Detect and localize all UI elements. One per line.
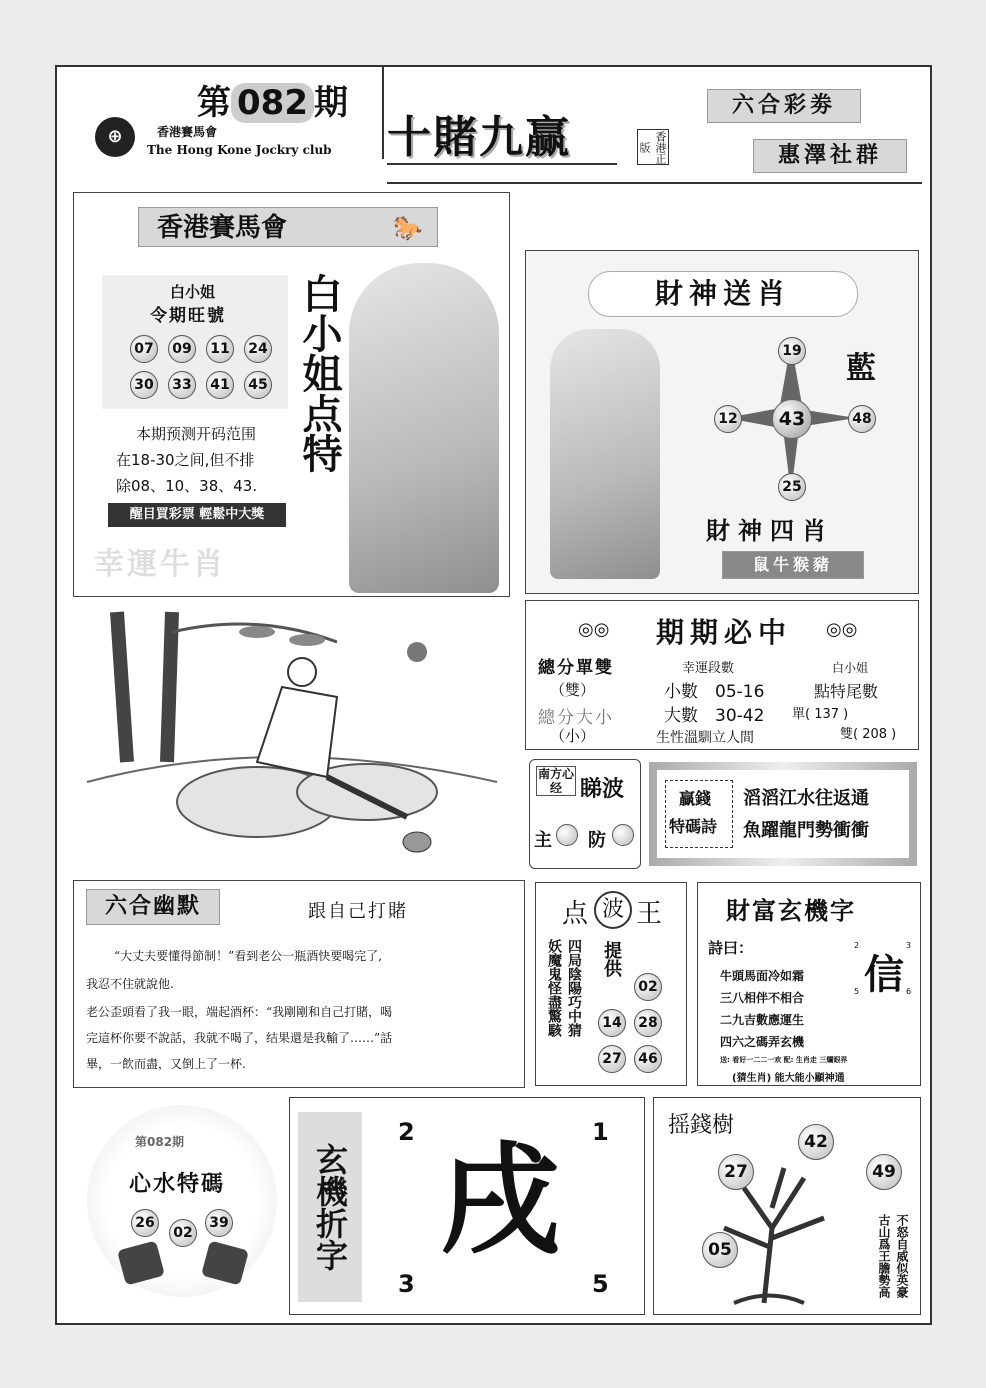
- dice-icon-right: [201, 1240, 249, 1285]
- money-tree-icon: [684, 1138, 864, 1308]
- horse-icon: 🐎: [393, 214, 423, 242]
- qiqi-r3c1: 總分大小: [538, 708, 614, 728]
- caishen-title: 財神送肖: [588, 271, 858, 317]
- dianbo-ball: 27: [598, 1045, 626, 1073]
- caishen-figure: [550, 329, 660, 579]
- issue-number: 082: [231, 83, 314, 123]
- header-rule: [387, 182, 922, 184]
- zhu-ball: [556, 824, 578, 846]
- caishen-panel: [525, 250, 919, 594]
- humor-p5: 畢，一飲而盡，又倒上了一杯.: [86, 1057, 246, 1071]
- nanfang-zhu: 主: [534, 830, 552, 851]
- xinshui-issue: 第082期: [135, 1135, 185, 1149]
- lucky-ball: 11: [206, 335, 234, 363]
- tag-huize: 惠澤社群: [753, 139, 907, 173]
- xuanji-n3: 3: [398, 1270, 415, 1298]
- dianbo-ball: 14: [598, 1009, 626, 1037]
- caifu-line4: 四六之碼弄玄機: [720, 1035, 805, 1049]
- dianbo-col1: 四局陰陽巧中猜: [566, 939, 582, 1037]
- caishen-caption: 財神四肖: [706, 516, 834, 545]
- caifu-c5: 5: [854, 987, 860, 996]
- lucky-ball: 30: [130, 371, 158, 399]
- caishen-left-ball: 12: [714, 405, 742, 433]
- qiqi-r2c2: 小數 05-16: [664, 682, 765, 702]
- qiqi-r3c3: 單( 137 ): [792, 707, 849, 722]
- predict-line3: 除08、10、38、43.: [116, 477, 258, 495]
- scholar-drawing: [77, 602, 517, 867]
- hkjc-banner-text: 香港賽馬會: [157, 213, 288, 243]
- predict-line2: 在18-30之间,但不排: [116, 451, 255, 469]
- caifu-c3: 3: [906, 941, 912, 950]
- caishen-color: 藍: [846, 351, 876, 386]
- issue-prefix: 第: [197, 83, 231, 123]
- caifu-c2: 2: [854, 941, 860, 950]
- luck-watermark: 幸運牛肖: [94, 547, 226, 582]
- issue-label: [197, 75, 348, 124]
- hkjc-logo-icon: ⊕: [95, 117, 135, 157]
- yaoqian-panel: [653, 1097, 921, 1315]
- issue-suffix: 期: [313, 83, 348, 123]
- dianbo-title-c: 王: [636, 899, 663, 929]
- miss-bai-panel: [73, 192, 510, 597]
- xinshui-title: 心水特碼: [129, 1171, 226, 1197]
- dianbo-ball: 02: [634, 973, 662, 1001]
- caifu-note: 送: 看好一二二一欢 配: 生肖走 三爛眼界: [720, 1056, 848, 1064]
- card-title1: 白小姐: [170, 283, 216, 301]
- xinshui-ball: 26: [131, 1209, 159, 1237]
- dianbo-col2: 妖魔鬼怪盡驚駭: [546, 939, 562, 1037]
- lucky-ball: 45: [244, 371, 272, 399]
- poem-line1: 滔滔江水往返通: [743, 788, 869, 809]
- hkjc-banner: [138, 207, 438, 247]
- xuanji-label: 玄機折字: [298, 1112, 362, 1302]
- caifu-title: 財富玄機字: [726, 896, 856, 925]
- xuanji-panel: [289, 1097, 645, 1315]
- miss-bai-vertical-title: 白小姐点特: [296, 273, 343, 473]
- nanfang-panel: [529, 759, 641, 869]
- lucky-ball: 41: [206, 371, 234, 399]
- poem-line2: 魚躍龍門勢衝衝: [743, 820, 869, 841]
- humor-p2: 我忍不住就說他.: [86, 977, 174, 991]
- disc-icon-left: ◎◎: [578, 619, 610, 640]
- caishen-center-ball: 43: [772, 399, 812, 439]
- dianbo-title-b: 波: [594, 891, 632, 929]
- dianbo-tigong: 提供: [601, 941, 622, 977]
- lucky-ball: 07: [130, 335, 158, 363]
- scholar-illustration: [77, 602, 517, 867]
- xuanji-n5: 5: [592, 1270, 609, 1298]
- header-left: [57, 67, 384, 159]
- caishen-top-ball: 19: [778, 337, 806, 365]
- caifu-line2: 三八相伴不相合: [720, 991, 805, 1005]
- slogan-bar: 醒目買彩票 輕鬆中大獎: [108, 503, 286, 527]
- qiqi-r4c3: 雙( 208 ): [840, 727, 897, 742]
- predict-line1: 本期预测开码范围: [136, 425, 257, 443]
- qiqi-r1c2: 幸運段數: [682, 661, 735, 676]
- xuanji-n1: 1: [592, 1118, 609, 1146]
- caifu-shi: 詩曰：: [708, 939, 754, 957]
- qiqi-r4c2: 生性溫馴立人間: [656, 730, 754, 746]
- humor-panel: [73, 880, 525, 1088]
- club-en: The Hong Kone Jockry club: [147, 143, 332, 157]
- humor-title: 跟自己打賭: [308, 901, 408, 922]
- humor-badge: 六合幽默: [86, 889, 220, 925]
- qiqi-r1c1: 總分單雙: [538, 658, 614, 678]
- disc-icon-right: ◎◎: [826, 619, 858, 640]
- caifu-panel: [697, 882, 921, 1086]
- caishen-zodiac: 鼠牛猴豬: [722, 551, 864, 579]
- caishen-bottom-ball: 25: [778, 473, 806, 501]
- humor-p3: 老公歪頭看了我一眼，端起酒杯：“我剛剛和自己打賭，喝: [86, 1005, 393, 1019]
- caifu-big-char: 信: [864, 951, 904, 998]
- xinshui-ball: 02: [169, 1219, 197, 1247]
- xinshui-panel: [87, 1105, 277, 1297]
- lucky-ball: 09: [168, 335, 196, 363]
- main-title: 十賭九赢: [387, 112, 571, 163]
- model-photo: [349, 263, 499, 593]
- humor-p4: 完這杯你要不說話，我就不喝了，结果還是我輸了……”話: [86, 1031, 393, 1045]
- yaoqian-ball: 49: [866, 1154, 902, 1190]
- caifu-line3: 二九吉數應運生: [720, 1013, 805, 1027]
- qiqi-panel: [525, 600, 919, 750]
- caifu-answer: (猜生肖) 能大能小顯神通: [732, 1073, 845, 1084]
- dice-icon-left: [117, 1240, 165, 1285]
- poem-inner: [657, 770, 909, 858]
- dianbo-panel: [535, 882, 687, 1086]
- caishen-right-ball: 48: [848, 405, 876, 433]
- yaoqian-ball: 27: [718, 1154, 754, 1190]
- yaoqian-ball: 42: [798, 1124, 834, 1160]
- qiqi-r4c1: （小）: [550, 727, 596, 745]
- qiqi-r1c3: 白小姐: [832, 661, 869, 675]
- qiqi-r2c1: （雙）: [550, 681, 596, 699]
- lottery-sheet: [55, 65, 932, 1325]
- nanfang-fang: 防: [588, 830, 606, 851]
- humor-p1: “大丈夫要懂得節制！”看到老公一瓶酒快要喝完了,: [114, 949, 383, 963]
- caifu-c6: 6: [906, 987, 912, 996]
- nanfang-title: 睇波: [580, 776, 625, 802]
- xuanji-n2: 2: [398, 1118, 415, 1146]
- lucky-ball: 33: [168, 371, 196, 399]
- lucky-card: [102, 275, 288, 409]
- tag-liuhe: 六合彩劵: [707, 89, 861, 123]
- xuanji-char: 戌: [440, 1132, 560, 1271]
- qiqi-r3c2: 大數 30-42: [664, 706, 765, 726]
- poem-left1: 贏錢: [679, 789, 712, 808]
- poem-panel: [649, 762, 917, 866]
- caifu-line1: 牛頭馬面冷如霜: [720, 969, 805, 983]
- qiqi-title: 期期必中: [656, 616, 793, 649]
- club-cn: 香港賽馬會: [157, 125, 218, 139]
- nanfang-badge: 南方心经: [537, 767, 574, 795]
- authentic-stamp: 香港正版: [638, 130, 667, 164]
- yaoqian-poem-b: 古山爲王膽勢高: [877, 1214, 891, 1298]
- yaoqian-title: 摇錢樹: [668, 1113, 735, 1138]
- main-title-underline: [387, 163, 617, 165]
- yaoqian-ball: 05: [702, 1232, 738, 1268]
- dianbo-ball: 46: [634, 1045, 662, 1073]
- card-title2: 令期旺號: [150, 306, 226, 326]
- dianbo-title-a: 点: [562, 899, 589, 929]
- fang-ball: [612, 824, 634, 846]
- lucky-ball: 24: [244, 335, 272, 363]
- xinshui-ball: 39: [205, 1209, 233, 1237]
- dianbo-ball: 28: [634, 1009, 662, 1037]
- poem-left2: 特碼詩: [669, 817, 718, 836]
- qiqi-r2c3: 點特尾數: [814, 682, 879, 701]
- yaoqian-poem-a: 不怒自威似英豪: [895, 1214, 909, 1298]
